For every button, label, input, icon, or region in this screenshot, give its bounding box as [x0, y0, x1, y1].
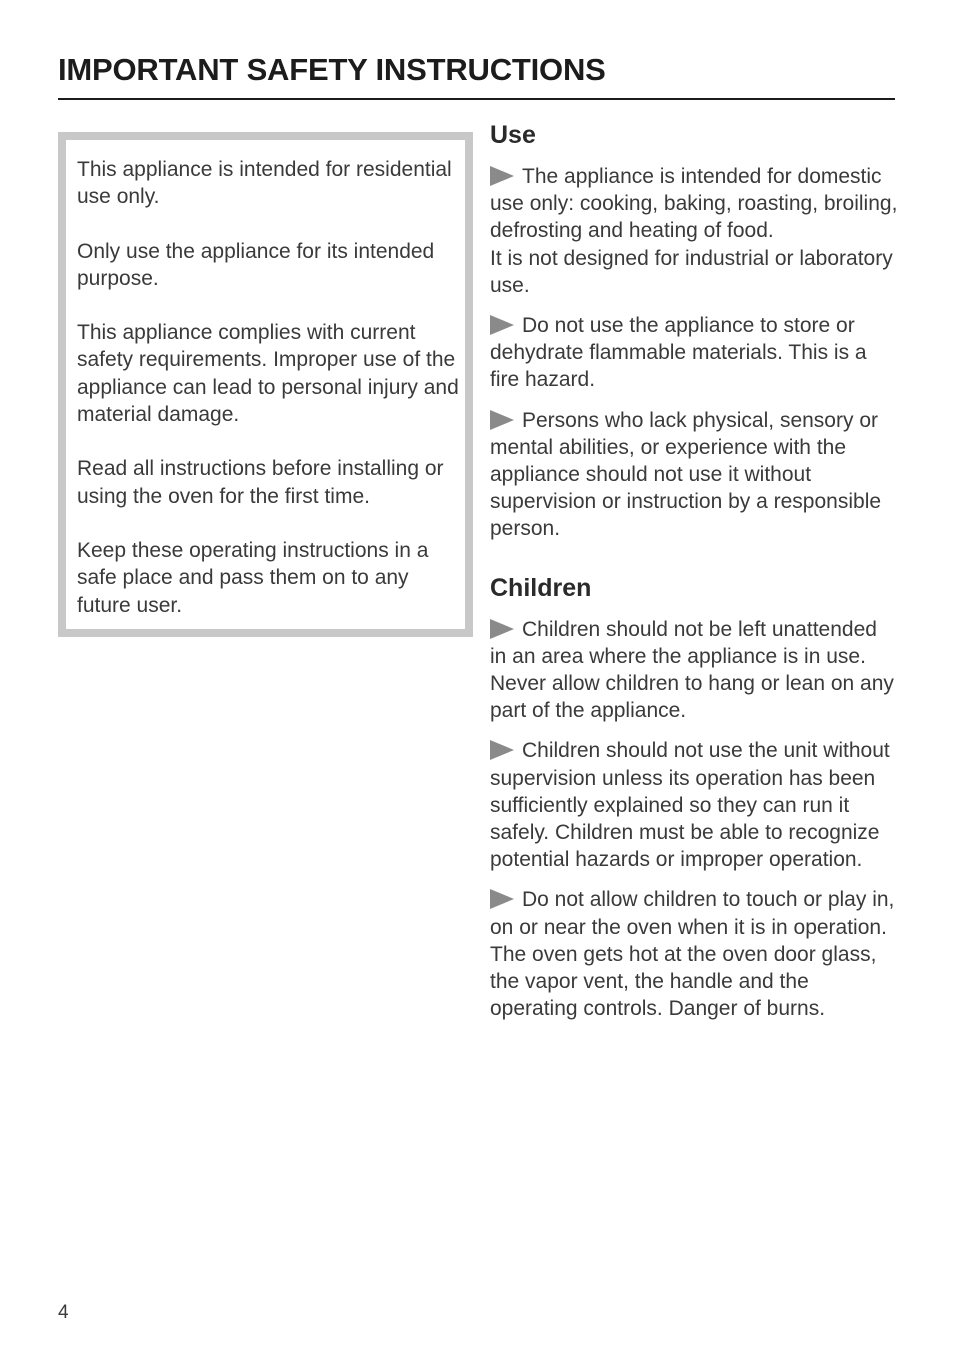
children-item-text: Children should not be left unattended in an area where the appliance is in use. Never allow children to hang or lean on any part of the appliance.	[490, 617, 894, 723]
page-title: IMPORTANT SAFETY INSTRUCTIONS	[58, 52, 606, 87]
use-item-text: Do not use the appliance to store or dehydrate flammable materials. This is a fire hazard.	[490, 314, 867, 392]
arrow-icon	[490, 315, 514, 335]
use-item	[490, 163, 898, 299]
page-number: 4	[58, 1302, 69, 1323]
section-heading-use: Use	[490, 121, 536, 149]
use-item-text: The appliance is intended for domestic use only: cooking, baking, roasting, broiling, defrosting and heating of food.	[490, 165, 898, 243]
instructions-column	[490, 118, 898, 1035]
notice-box	[58, 132, 473, 637]
arrow-icon	[490, 410, 514, 430]
children-item	[490, 886, 898, 1022]
arrow-icon	[490, 740, 514, 760]
use-item-text: Persons who lack physical, sensory or mental abilities, or experience with the appliance should not use it without supervision or instruction by a responsible person.	[490, 408, 882, 541]
children-item	[490, 616, 898, 725]
use-item	[490, 312, 898, 394]
use-item-extra-text: It is not designed for industrial or laboratory use.	[490, 246, 893, 297]
title-divider	[58, 98, 895, 100]
arrow-icon	[490, 889, 514, 909]
notice-paragraph: Only use the appliance for its intended purpose.	[77, 239, 435, 290]
children-item-text: Children should not use the unit without supervision unless its operation has been sufficiently explained so they can run it safely. Children must be able to recognize potential hazards or improper operation.	[490, 739, 890, 872]
children-item-text: Do not allow children to touch or play in, on or near the oven when it is in operation. The oven gets hot at the oven door glass, the vapor vent, the handle and the operating controls. Danger of burns.	[490, 888, 895, 1021]
use-item	[490, 407, 898, 543]
children-item	[490, 737, 898, 873]
notice-paragraph: This appliance is intended for residential use only.	[77, 158, 452, 209]
section-heading-children: Children	[490, 573, 592, 602]
arrow-icon	[490, 166, 514, 186]
arrow-icon	[490, 619, 514, 639]
notice-paragraph: This appliance complies with current safety requirements. Improper use of the appliance can lead to personal injury and material damage.	[77, 321, 459, 427]
notice-paragraph: Keep these operating instructions in a safe place and pass them on to any future user.	[77, 538, 429, 617]
notice-paragraph: Read all instructions before installing or using the oven for the first time.	[77, 457, 444, 508]
